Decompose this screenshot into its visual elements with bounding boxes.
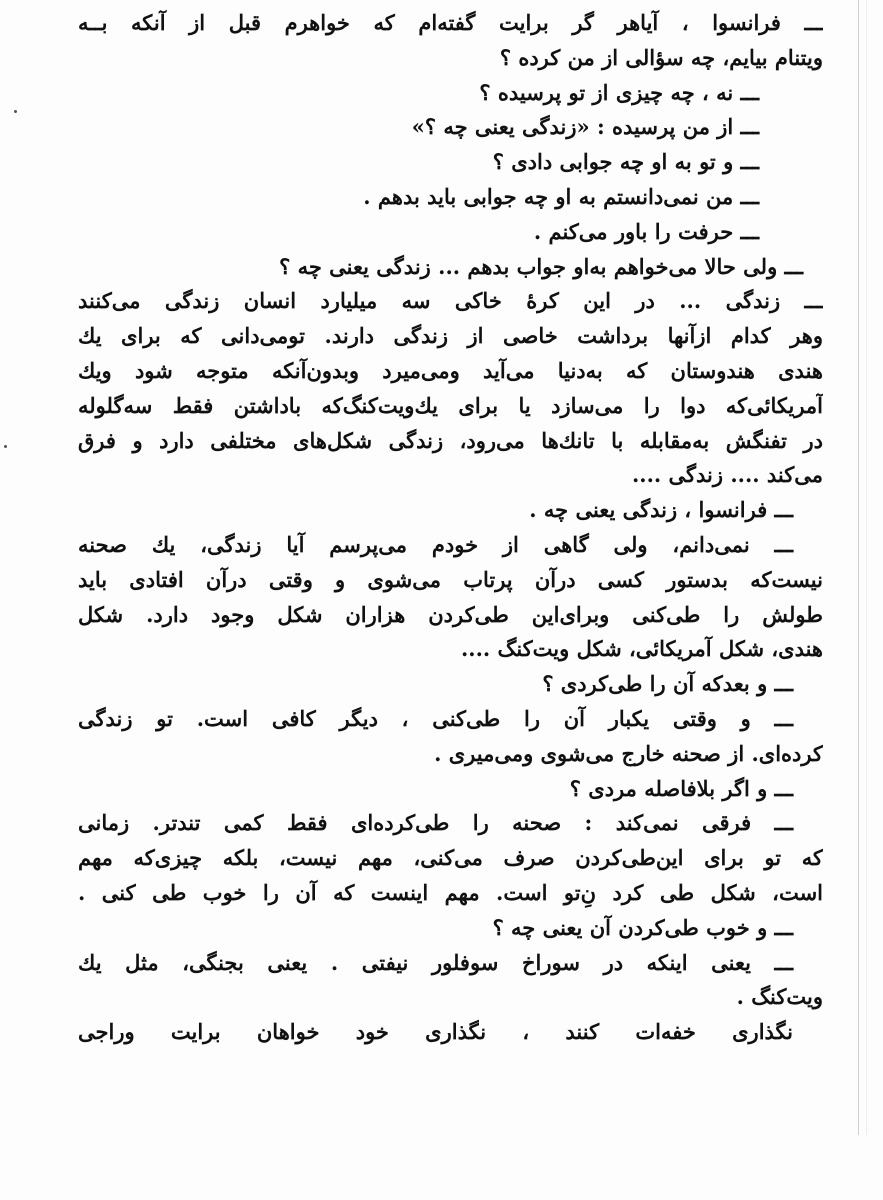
text-line: هندی، شکل آمریکائی، شکل ویت‌کنگ .... — [460, 636, 823, 662]
text-line: نگذاری خفه‌ات کنند ، نگذاری خود خواهان برایت وراجی — [78, 1019, 793, 1045]
text-line: طولش را طی‌کنی وبرای‌این طی‌کردن هزاران شکل وجود دارد. شکل — [78, 601, 823, 627]
scan-speck — [14, 110, 17, 113]
scan-speck — [4, 445, 7, 448]
text-line: ـــ و بعدکه آن را طی‌کردی ؟ — [542, 671, 793, 697]
text-line: ـــ و تو به او چه جوابی دادی ؟ — [492, 149, 759, 175]
text-line: کرده‌ای. از صحنه خارج می‌شوی ومی‌میری . — [434, 740, 823, 766]
text-line: آمریکائی‌که دوا را می‌سازد یا برای یك‌ویت‌کنگ‌که باداشتن فقط سه‌گلوله — [78, 392, 823, 418]
text-line: ویت‌کنگ . — [736, 984, 823, 1010]
dialogue-text — [78, 6, 823, 1050]
text-line: ـــ فرقی نمی‌کند : صحنه را طی‌کرده‌ای فقط کمی تندتر. زمانی — [78, 810, 793, 836]
page-edge-line — [858, 0, 859, 1135]
text-line: نیست‌که بدستور کسی درآن پرتاب می‌شوی و وقتی درآن افتادی باید — [78, 566, 823, 592]
text-line: ـــ نه ، چه چیزی از تو پرسیده ؟ — [479, 79, 759, 105]
page-edge-shadow — [866, 0, 867, 1135]
text-line: ویتنام بیایم، چه سؤالی از من کرده ؟ — [499, 44, 823, 70]
text-line: ـــ حرفت را باور می‌کنم . — [533, 218, 759, 244]
text-line: هندی هندوستان که به‌دنیا می‌آید ومی‌میرد وبدون‌آنکه متوجه شود ویك — [78, 357, 823, 383]
text-line: ـــ و خوب طی‌کردن آن یعنی چه ؟ — [492, 914, 793, 940]
text-line: ـــ و وقتی یکبار آن را طی‌کنی ، دیگر کافی است. تو زندگی — [78, 705, 793, 731]
text-line: ـــ و اگر بلافاصله مردی ؟ — [569, 775, 793, 801]
text-line: در تفنگش به‌مقابله با تانك‌ها می‌رود، زندگی شکل‌های مختلفی دارد و فرق — [78, 427, 823, 453]
text-line: ـــ از من پرسیده : «زندگی یعنی چه ؟» — [411, 114, 759, 140]
text-line: ـــ زندگی ... در این کرهٔ خاکی سه میلیارد انسان زندگی می‌کنند — [78, 288, 823, 314]
text-line: می‌کند .... زندگی .... — [631, 462, 823, 488]
text-line: وهر کدام ازآنها برداشت خاصی از زندگی دارند. تومی‌دانی که برای یك — [78, 323, 823, 349]
text-line: ـــ من نمی‌دانستم به او چه جوابی باید بدهم . — [363, 183, 759, 209]
text-line: ـــ ولی حالا می‌خواهم به‌او جواب بدهم ... زندگی یعنی چه ؟ — [279, 253, 803, 279]
text-line: ـــ نمی‌دانم، ولی گاهی از خودم می‌پرسم آیا زندگی، یك صحنه — [78, 531, 793, 557]
text-line: که تو برای این‌طی‌کردن صرف می‌کنی، مهم نیست، بلکه چیزی‌که مهم — [78, 845, 823, 871]
text-line: ـــ فرانسوا ، آیاهر گر برایت گفته‌ام که خواهرم قبل از آنکه بــه — [78, 10, 823, 35]
text-line: است، شکل طی کرد نِ‌تو است. مهم اینست که آن را خوب طی کنی . — [78, 879, 823, 905]
text-line: ـــ یعنی اینکه در سوراخ سوفلور نیفتی . یعنی بجنگی، مثل یك — [78, 949, 793, 975]
text-line: ـــ فرانسوا ، زندگی یعنی چه . — [529, 497, 793, 523]
